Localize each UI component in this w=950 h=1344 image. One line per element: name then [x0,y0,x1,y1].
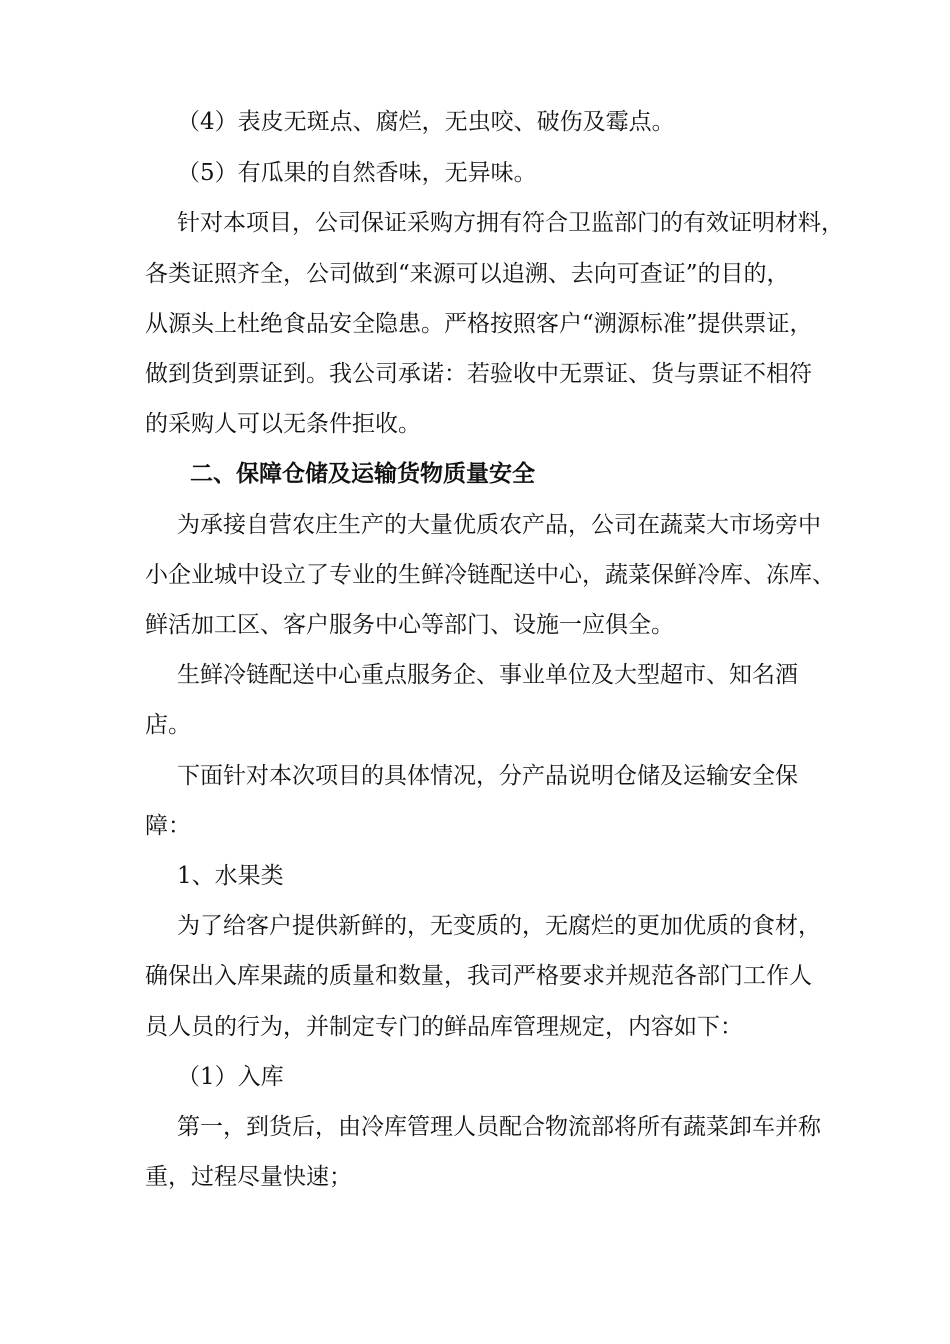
paragraph-line: 从源头上杜绝食品安全隐患。严格按照客户“溯源标准”提供票证， [145,311,813,337]
paragraph-line: 重，过程尽量快速； [145,1164,352,1190]
paragraph-line: 的采购人可以无条件拒收。 [145,411,421,437]
paragraph-line: 鲜活加工区、客户服务中心等部门、设施一应俱全。 [145,612,674,638]
paragraph-line: 下面针对本次项目的具体情况，分产品说明仓储及运输安全保 [177,763,798,789]
paragraph-line: 障： [145,813,191,839]
subsection-heading: 1、水果类 [177,863,284,889]
paragraph-line: 各类证照齐全，公司做到“来源可以追溯、去向可查证”的目的， [145,261,790,287]
paragraph-line: 生鲜冷链配送中心重点服务企、事业单位及大型超市、知名酒 [177,662,798,688]
subsection-heading: （1）入库 [177,1064,284,1090]
paragraph-line: 为了给客户提供新鲜的，无变质的，无腐烂的更加优质的食材， [177,913,821,939]
paragraph-line: 确保出入库果蔬的质量和数量，我司严格要求并规范各部门工作人 [145,963,812,989]
paragraph-line: 员人员的行为，并制定专门的鲜品库管理规定，内容如下： [145,1014,743,1040]
paragraph-line: 小企业城中设立了专业的生鲜冷链配送中心，蔬菜保鲜冷库、冻库、 [145,562,835,588]
section-heading: 二、保障仓储及运输货物质量安全 [190,461,535,487]
list-item-5: （5）有瓜果的自然香味，无异味。 [177,160,537,186]
paragraph-line: 做到货到票证到。我公司承诺：若验收中无票证、货与票证不相符 [145,361,812,387]
paragraph-line: 店。 [145,712,191,738]
list-item-4: （4）表皮无斑点、腐烂，无虫咬、破伤及霉点。 [177,109,675,135]
paragraph-line: 为承接自营农庄生产的大量优质农产品，公司在蔬菜大市场旁中 [177,512,821,538]
paragraph-line: 针对本项目，公司保证采购方拥有符合卫监部门的有效证明材料， [177,210,844,236]
paragraph-line: 第一，到货后，由冷库管理人员配合物流部将所有蔬菜卸车并称 [177,1114,821,1140]
